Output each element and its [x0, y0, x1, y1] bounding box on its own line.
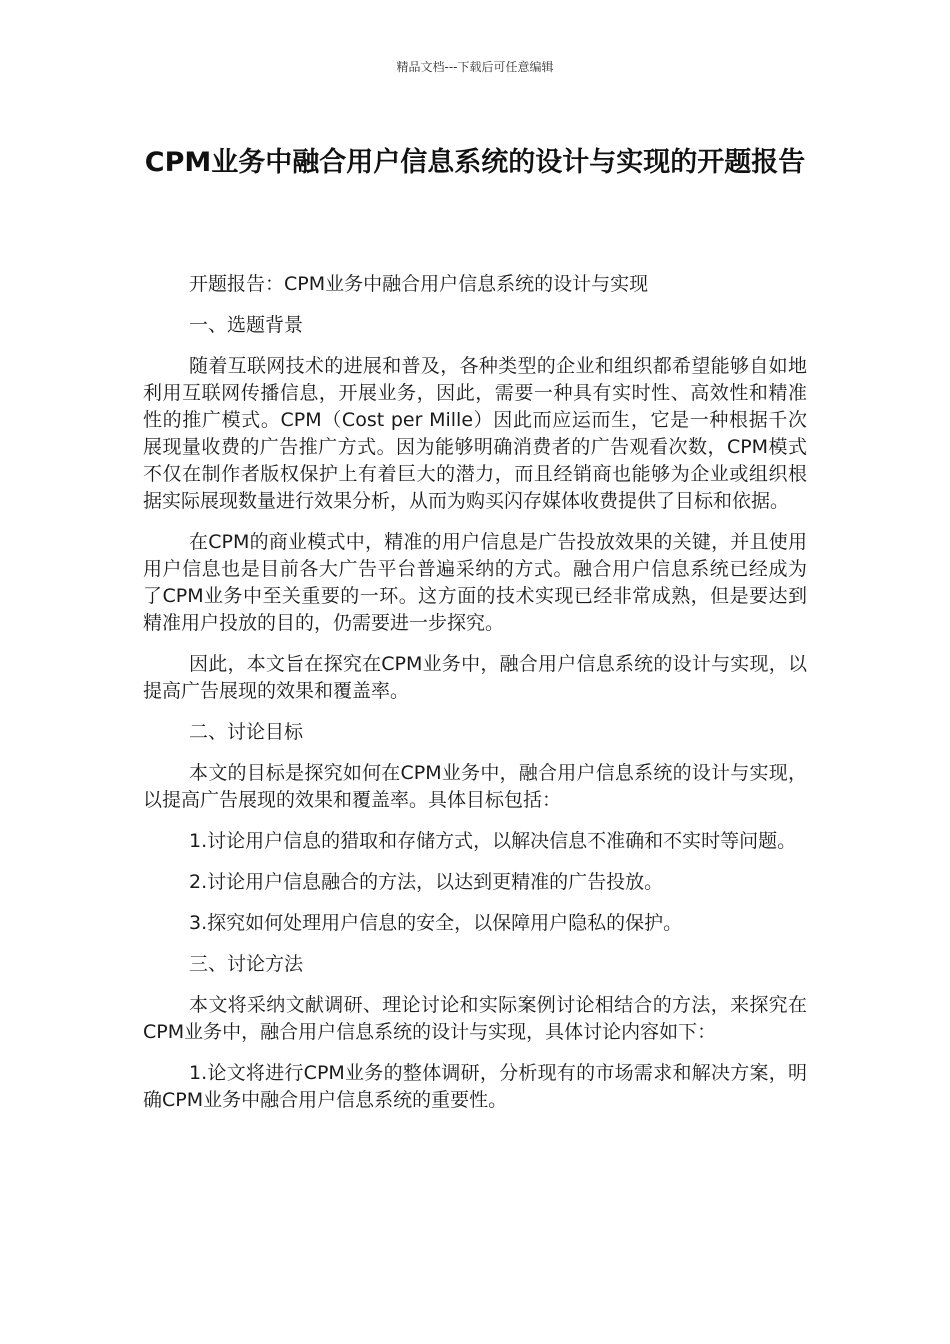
- paragraph: 本文的目标是探究如何在CPM业务中，融合用户信息系统的设计与实现，以提高广告展现的效果和覆盖率。具体目标包括：: [143, 762, 807, 811]
- section-heading-methods: 三、讨论方法: [189, 953, 304, 975]
- section-heading-goals: 二、讨论目标: [189, 721, 304, 743]
- list-item: 1.论文将进行CPM业务的整体调研，分析现有的市场需求和解决方案，明确CPM业务中融合用户信息系统的重要性。: [143, 1062, 807, 1111]
- document-body: [143, 271, 807, 1128]
- list-item: 1.讨论用户信息的猎取和存储方式，以解决信息不准确和不实时等问题。: [189, 830, 797, 852]
- page-header: 精品文档---下载后可任意编辑: [396, 60, 554, 74]
- list-item: 2.讨论用户信息融合的方法，以达到更精准的广告投放。: [189, 871, 664, 893]
- document-title: CPM业务中融合用户信息系统的设计与实现的开题报告: [144, 147, 806, 178]
- paragraph: 因此，本文旨在探究在CPM业务中，融合用户信息系统的设计与实现，以提高广告展现的效果和覆盖率。: [143, 653, 807, 702]
- paragraph: 在CPM的商业模式中，精准的用户信息是广告投放效果的关键，并且使用用户信息也是目前各大广告平台普遍采纳的方式。融合用户信息系统已经成为了CPM业务中至关重要的一环。这方面的技术实现已经非常成熟，但是要达到精准用户投放的目的，仍需要进一步探究。: [143, 531, 807, 634]
- paragraph: 本文将采纳文献调研、理论讨论和实际案例讨论相结合的方法，来探究在CPM业务中，融合用户信息系统的设计与实现，具体讨论内容如下：: [143, 994, 807, 1043]
- intro-line: 开题报告：CPM业务中融合用户信息系统的设计与实现: [189, 273, 649, 295]
- list-item: 3.探究如何处理用户信息的安全，以保障用户隐私的保护。: [189, 912, 683, 934]
- section-heading-background: 一、选题背景: [189, 314, 304, 336]
- paragraph: 随着互联网技术的进展和普及，各种类型的企业和组织都希望能够自如地利用互联网传播信息，开展业务，因此，需要一种具有实时性、高效性和精准性的推广模式。CPM（Cost per Mille）因此而应运而生，它是一种根据千次展现量收费的广告推广方式。因为能够明确消费者的广告观看次数，CPM模式不仅在制作者版权保护上有着巨大的潜力，而且经销商也能够为企业或组织根据实际展现数量进行效果分析，从而为购买闪存媒体收费提供了目标和依据。: [143, 355, 807, 512]
